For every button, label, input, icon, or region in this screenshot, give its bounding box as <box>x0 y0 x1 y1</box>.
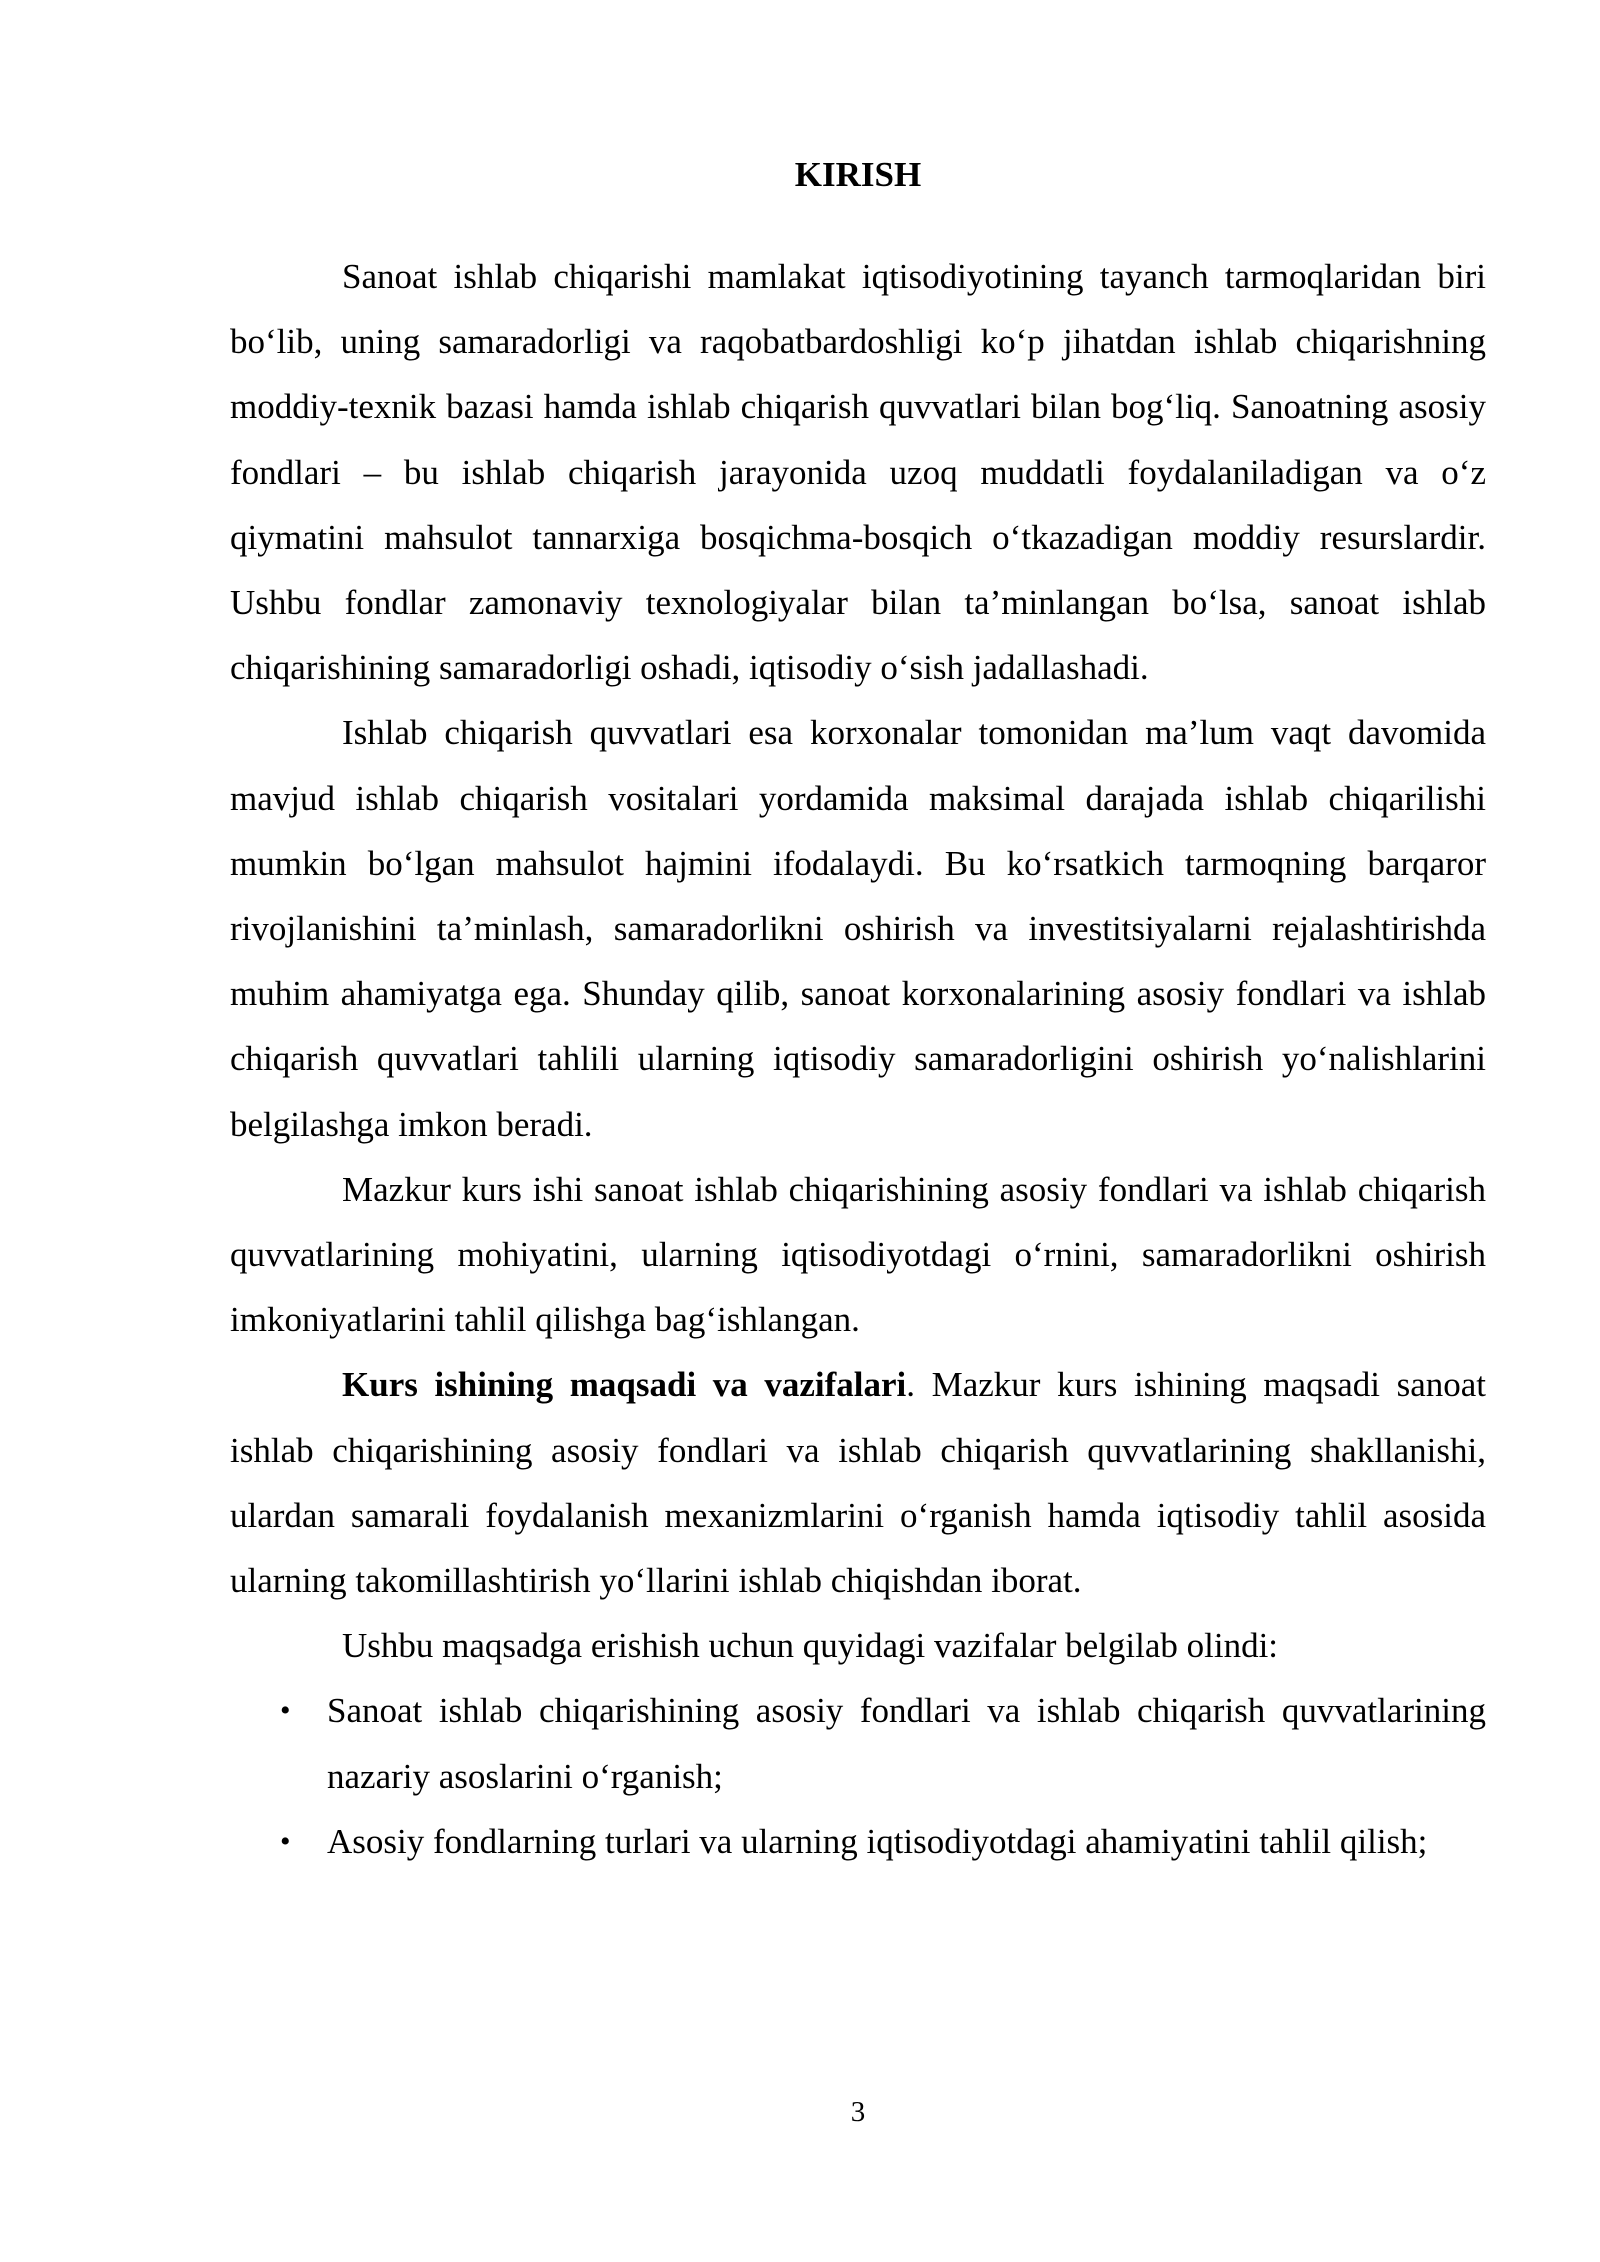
list-item <box>230 1678 1486 1808</box>
paragraph-1: Sanoat ishlab chiqarishi mamlakat iqtisodiyotining tayanch tarmoqlaridan biri bo‘lib, uning samaradorligi va raqobatbardoshligi ko‘p jihatdan ishlab chiqarishning moddiy-texnik bazasi hamda ishlab chiqarish quvvatlari bilan bog‘liq. Sanoatning asosiy fondlari – bu ishlab chiqarish jarayonida uzoq muddatli foydalaniladigan va o‘z qiymatini mahsulot tannarxiga bosqichma-bosqich o‘tkazadigan moddiy resurslardir. Ushbu fondlar zamonaviy texnologiyalar bilan ta’minlangan bo‘lsa, sanoat ishlab chiqarishining samaradorligi oshadi, iqtisodiy o‘sish jadallashadi. <box>230 257 1486 688</box>
page-title: KIRISH <box>794 155 922 194</box>
document-page <box>230 0 1486 2262</box>
goal-paragraph <box>230 1352 1486 1613</box>
goal-text: . Mazkur kurs ishining maqsadi sanoat ishlab chiqarishining asosiy fondlari va ishlab chiqarish quvvatlarining shakllanishi, ulardan samarali foydalanish mexanizmlarini o‘rganish hamda iqtisodiy tahlil asosida ularning takomillashtirish yo‘llarini ishlab chiqishdan iborat. <box>230 1365 1486 1601</box>
tasks-list <box>230 1678 1486 1874</box>
paragraph-3: Mazkur kurs ishi sanoat ishlab chiqarishining asosiy fondlari va ishlab chiqarish quvvatlarining mohiyatini, ularning iqtisodiyotdagi o‘rnini, samaradorlikni oshirish imkoniyatlarini tahlil qilishga bag‘ishlangan. <box>230 1169 1486 1340</box>
bullet-icon: • <box>280 1694 291 1728</box>
task-text: Sanoat ishlab chiqarishining asosiy fondlari va ishlab chiqarish quvvatlarining nazariy asoslarini o‘rganish; <box>327 1691 1486 1796</box>
bullet-icon: • <box>280 1824 291 1858</box>
tasks-intro: Ushbu maqsadga erishish uchun quyidagi vazifalar belgilab olindi: <box>342 1626 1279 1666</box>
task-text: Asosiy fondlarning turlari va ularning iqtisodiyotdagi ahamiyatini tahlil qilish; <box>327 1821 1428 1861</box>
goal-heading: Kurs ishining maqsadi va vazifalari <box>342 1365 907 1405</box>
list-item <box>230 1809 1486 1874</box>
page-number: 3 <box>850 2096 866 2128</box>
paragraph-2: Ishlab chiqarish quvvatlari esa korxonalar tomonidan ma’lum vaqt davomida mavjud ishlab chiqarish vositalari yordamida maksimal darajada ishlab chiqarilishi mumkin bo‘lgan mahsulot hajmini ifodalaydi. Bu ko‘rsatkich tarmoqning barqaror rivojlanishini ta’minlash, samaradorlikni oshirish va investitsiyalarni rejalashtirishda muhim ahamiyatga ega. Shunday qilib, sanoat korxonalarining asosiy fondlari va ishlab chiqarish quvvatlari tahlili ularning iqtisodiy samaradorligini oshirish yo‘nalishlarini belgilashga imkon beradi. <box>230 713 1486 1144</box>
document-body <box>230 244 1486 1874</box>
